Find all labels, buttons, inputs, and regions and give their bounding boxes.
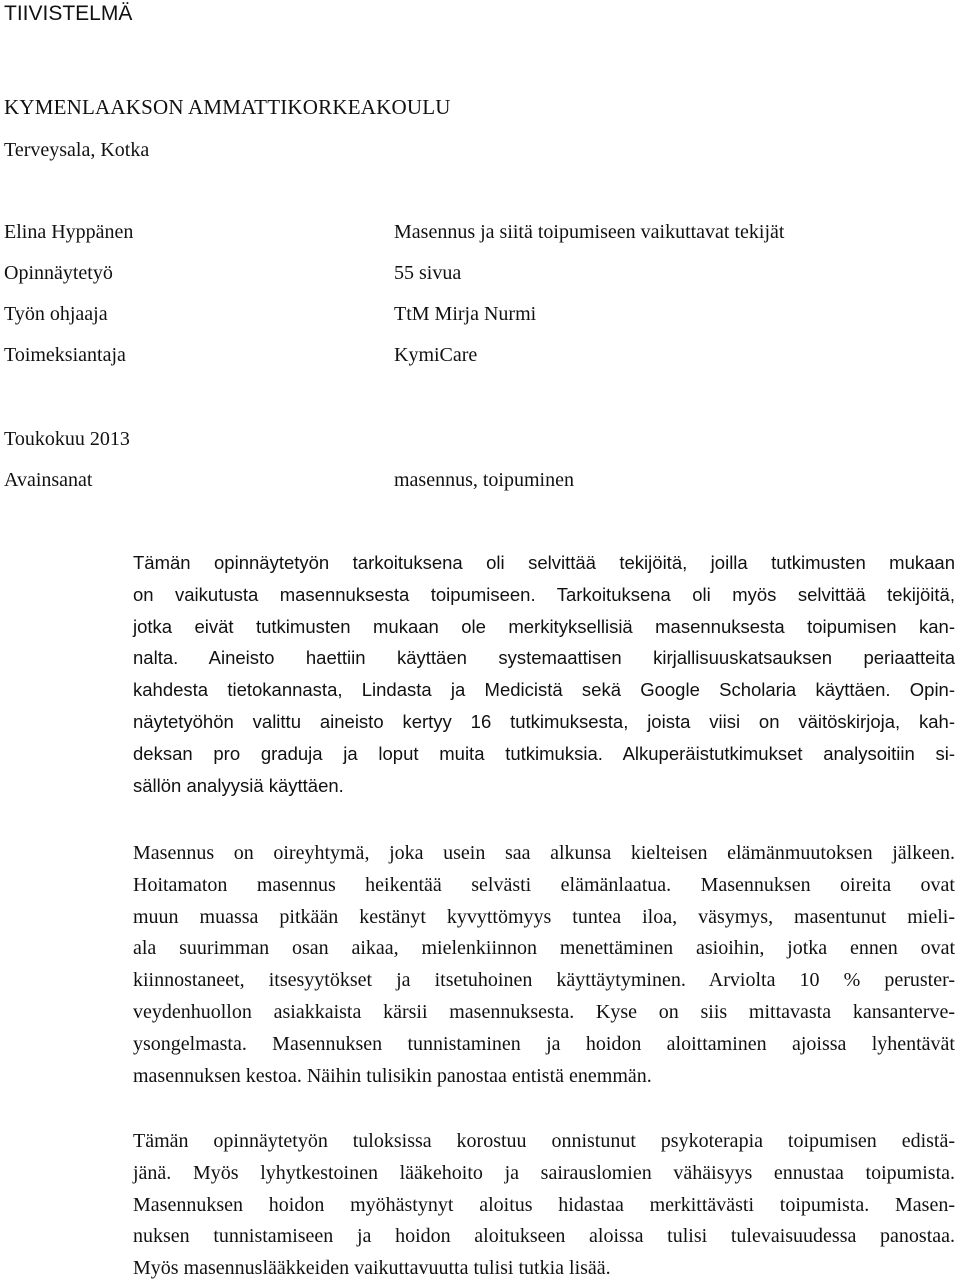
paragraph-line: ysongelmasta. Masennuksen tunnistaminen ja hoidon aloittaminen ajoissa lyhentävät	[133, 1032, 955, 1055]
abstract-paragraph-1	[133, 547, 955, 801]
paragraph-line: masennuksen kestoa. Näihin tulisikin panostaa entistä enemmän.	[133, 1064, 652, 1087]
page-count: 55 sivua	[394, 262, 462, 284]
paragraph-line: näytetyöhön valittu aineisto kertyy 16 tutkimuksesta, joista viisi on väitöskirjoja, kah-	[133, 710, 955, 732]
supervisor-label: Työn ohjaaja	[4, 303, 108, 325]
thesis-type-label: Opinnäytetyö	[4, 262, 113, 284]
supervisor-name: TtM Mirja Nurmi	[394, 303, 537, 325]
paragraph-line: nuksen tunnistamiseen ja hoidon aloitukseen aloissa tulisi tulevaisuudessa panostaa.	[133, 1225, 955, 1248]
paragraph-line: ala suurimman osan aikaa, mielenkiinnon menettäminen asioihin, jotka ennen ovat	[133, 937, 955, 960]
paragraph-line: nalta. Aineisto haettiin käyttäen systemaattisen kirjallisuuskatsauksen periaatteita	[133, 647, 955, 669]
thesis-title: Masennus ja siitä toipumiseen vaikuttavat tekijät	[394, 221, 785, 243]
organization-name: KYMENLAAKSON AMMATTIKORKEAKOULU	[4, 95, 451, 119]
department-name: Terveysala, Kotka	[4, 139, 150, 161]
page-title: TIIVISTELMÄ	[4, 2, 133, 25]
commissioner-name: KymiCare	[394, 344, 478, 366]
paragraph-line: kahdesta tietokannasta, Lindasta ja Medicistä sekä Google Scholaria käyttäen. Opin-	[133, 679, 955, 701]
commissioner-label: Toimeksiantaja	[4, 344, 126, 366]
paragraph-line: Myös masennuslääkkeiden vaikuttavuutta tulisi tutkia lisää.	[133, 1257, 611, 1280]
paragraph-line: jotka eivät tutkimusten mukaan ole merkityksellisiä masennuksesta toipumisen kan-	[133, 615, 955, 637]
paragraph-line: kiinnostaneet, itsesyytökset ja itsetuhoinen käyttäytyminen. Arviolta 10 % peruster-	[133, 969, 955, 992]
author-label: Elina Hyppänen	[4, 221, 134, 243]
paragraph-line: Tämän opinnäytetyön tuloksissa korostuu onnistunut psykoterapia toipumisen edistä-	[133, 1130, 955, 1152]
keywords-label: Avainsanat	[4, 469, 93, 491]
paragraph-line: jänä. Myös lyhytkestoinen lääkehoito ja sairauslomien vähäisyys ennustaa toipumista.	[133, 1161, 955, 1184]
paragraph-line: on vaikutusta masennuksesta toipumiseen. Tarkoituksena oli myös selvittää tekijöitä,	[133, 583, 955, 605]
paragraph-line: muun muassa pitkään kestänyt kyvyttömyys tuntea iloa, väsymys, masentunut mieli-	[133, 905, 955, 928]
paragraph-line: Tämän opinnäytetyön tarkoituksena oli selvittää tekijöitä, joilla tutkimusten mukaan	[133, 552, 955, 573]
paragraph-line: veydenhuollon asiakkaista kärsii masennuksesta. Kyse on siis mittavasta kansanterve-	[133, 1000, 955, 1023]
paragraph-line: deksan pro graduja ja loput muita tutkimuksia. Alkuperäistutkimukset analysoitiin si-	[133, 742, 955, 764]
paragraph-line: Hoitamaton masennus heikentää selvästi elämänlaatua. Masennuksen oireita ovat	[133, 873, 955, 896]
paragraph-line: sällön analyysiä käyttäen.	[133, 774, 344, 796]
keywords-value: masennus, toipuminen	[394, 469, 574, 491]
paragraph-line: Masennuksen hoidon myöhästynyt aloitus hidastaa merkittävästi toipumista. Masen-	[133, 1193, 955, 1216]
paragraph-line: Masennus on oireyhtymä, joka usein saa alkunsa kielteisen elämänmuutoksen jälkeen.	[133, 842, 955, 864]
publication-date: Toukokuu 2013	[4, 428, 130, 450]
abstract-paragraph-3	[133, 1126, 955, 1285]
abstract-paragraph-2	[133, 838, 955, 1092]
